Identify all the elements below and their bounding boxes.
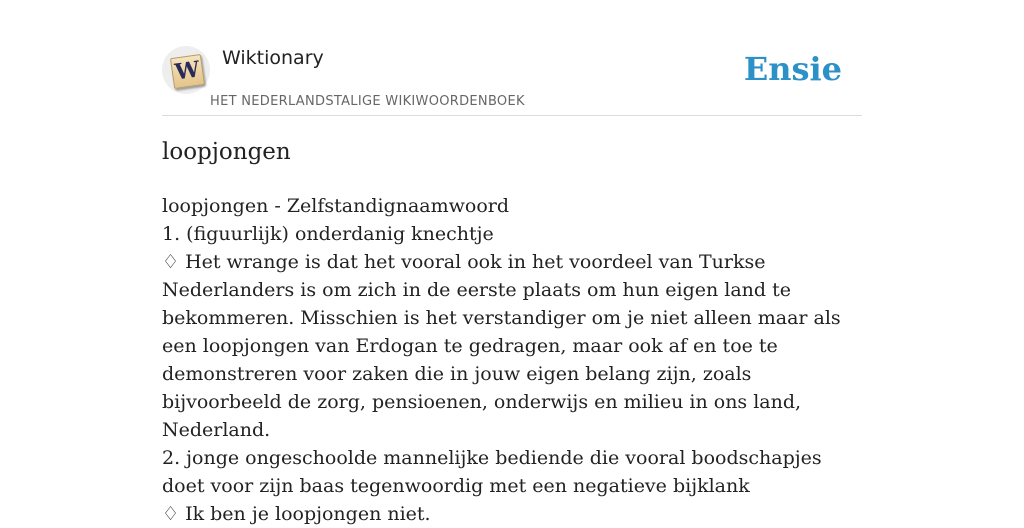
site-tagline: HET NEDERLANDSTALIGE WIKIWOORDENBOEK: [210, 94, 525, 109]
site-name[interactable]: Wiktionary: [222, 47, 324, 69]
example-2: ♢ Ik ben je loopjongen niet.: [162, 503, 431, 525]
definition-2: 2. jonge ongeschoolde mannelijke bediende die vooral boodschapjes doet voor zijn baas tegenwoordig met een negatieve bijklank: [162, 447, 822, 497]
entry-heading-line: loopjongen - Zelfstandignaamwoord: [162, 195, 510, 217]
entry-title: loopjongen: [162, 139, 291, 165]
ensie-brand-link[interactable]: Ensie: [743, 50, 842, 88]
entry-content: [162, 192, 862, 528]
header-divider: [162, 115, 862, 116]
example-1: ♢ Het wrange is dat het vooral ook in het voordeel van Turkse Nederlanders is om zich in de eerste plaats om hun eigen land te bekommeren. Misschien is het verstandiger om je niet alleen maar als een loopjongen van Erdogan te gedragen, maar ook af en toe te demonstreren voor zaken die in jouw eigen belang zijn, zoals bijvoorbeeld de zorg, pensioenen, onderwijs en milieu in ons land, Nederland.: [162, 251, 841, 441]
wiktionary-tile-icon: W: [170, 54, 205, 89]
wiktionary-logo[interactable]: [162, 46, 210, 94]
definition-1: 1. (figuurlijk) onderdanig knechtje: [162, 223, 494, 245]
site-header: [162, 44, 862, 116]
